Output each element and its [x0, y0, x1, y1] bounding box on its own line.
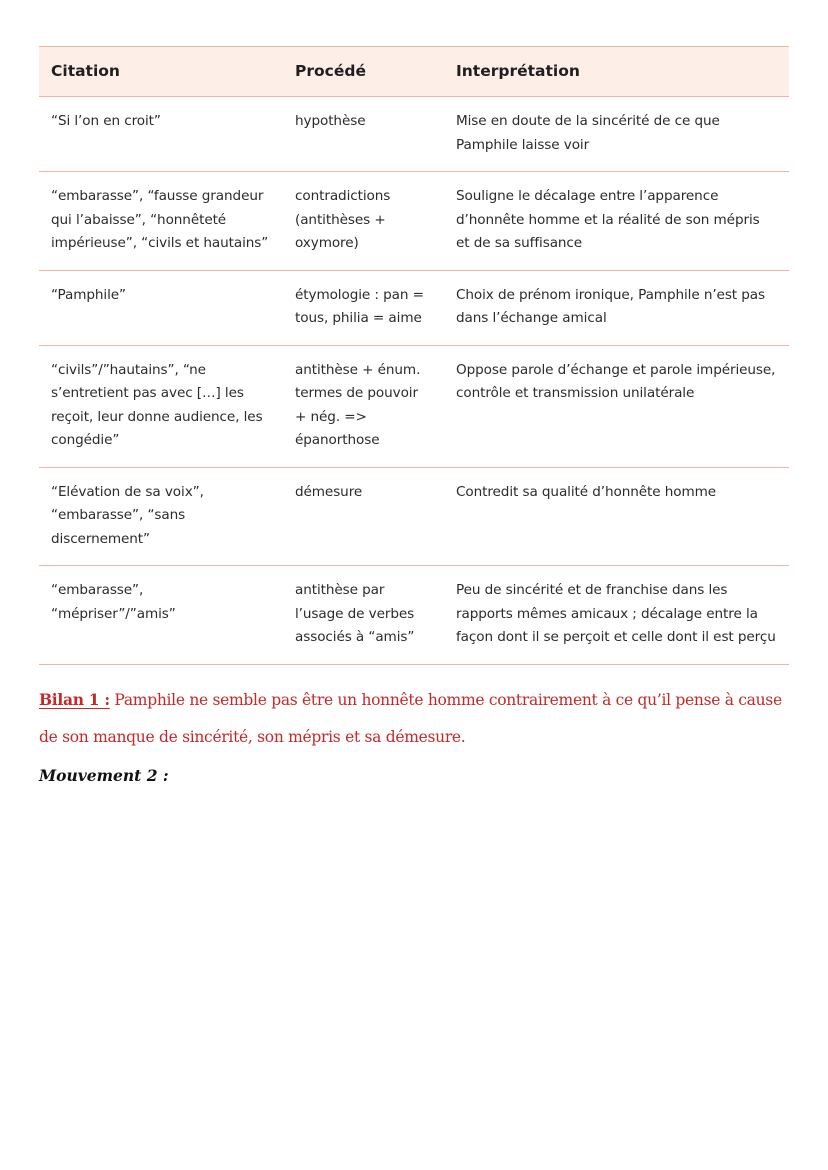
- cell-citation: “Si l’on en croit”: [39, 97, 283, 172]
- header-procede: Procédé: [283, 47, 444, 97]
- table-row: [39, 345, 789, 467]
- table-row: [39, 566, 789, 665]
- cell-citation: “embarasse”, “fausse grandeur qui l’abaisse”, “honnêteté impérieuse”, “civils et hautains”: [39, 172, 283, 271]
- document-page: [39, 46, 789, 787]
- bilan-text: Pamphile ne semble pas être un honnête homme contrairement à ce qu’il pense à cause de son manque de sincérité, son mépris et sa démesure.: [39, 690, 782, 746]
- cell-citation: “Elévation de sa voix”, “embarasse”, “sans discernement”: [39, 467, 283, 566]
- cell-citation: “civils”/”hautains”, “ne s’entretient pas avec […] les reçoit, leur donne audience, les congédie”: [39, 345, 283, 467]
- cell-interpretation: Souligne le décalage entre l’apparence d’honnête homme et la réalité de son mépris et de sa suffisance: [444, 172, 789, 271]
- table-row: [39, 97, 789, 172]
- header-citation: Citation: [39, 47, 283, 97]
- header-interpretation: Interprétation: [444, 47, 789, 97]
- cell-interpretation: Choix de prénom ironique, Pamphile n’est pas dans l’échange amical: [444, 270, 789, 345]
- table-row: [39, 172, 789, 271]
- cell-procede: antithèse + énum. termes de pouvoir + nég. => épanorthose: [283, 345, 444, 467]
- mouvement-heading: Mouvement 2 :: [39, 766, 169, 785]
- cell-interpretation: Peu de sincérité et de franchise dans les rapports mêmes amicaux ; décalage entre la façon dont il se perçoit et celle dont il est perçu: [444, 566, 789, 665]
- cell-interpretation: Oppose parole d’échange et parole impérieuse, contrôle et transmission unilatérale: [444, 345, 789, 467]
- analysis-table: [39, 46, 789, 665]
- table-row: [39, 270, 789, 345]
- cell-interpretation: Mise en doute de la sincérité de ce que Pamphile laisse voir: [444, 97, 789, 172]
- table-header-row: [39, 47, 789, 97]
- bilan-paragraph: [39, 681, 789, 756]
- cell-citation: “Pamphile”: [39, 270, 283, 345]
- table-row: [39, 467, 789, 566]
- cell-interpretation: Contredit sa qualité d’honnête homme: [444, 467, 789, 566]
- cell-procede: contradictions (antithèses + oxymore): [283, 172, 444, 271]
- cell-procede: démesure: [283, 467, 444, 566]
- cell-procede: hypothèse: [283, 97, 444, 172]
- cell-procede: étymologie : pan = tous, philia = aime: [283, 270, 444, 345]
- cell-procede: antithèse par l’usage de verbes associés à “amis”: [283, 566, 444, 665]
- cell-citation: “embarasse”, “mépriser”/”amis”: [39, 566, 283, 665]
- bilan-label: Bilan 1 :: [39, 689, 110, 709]
